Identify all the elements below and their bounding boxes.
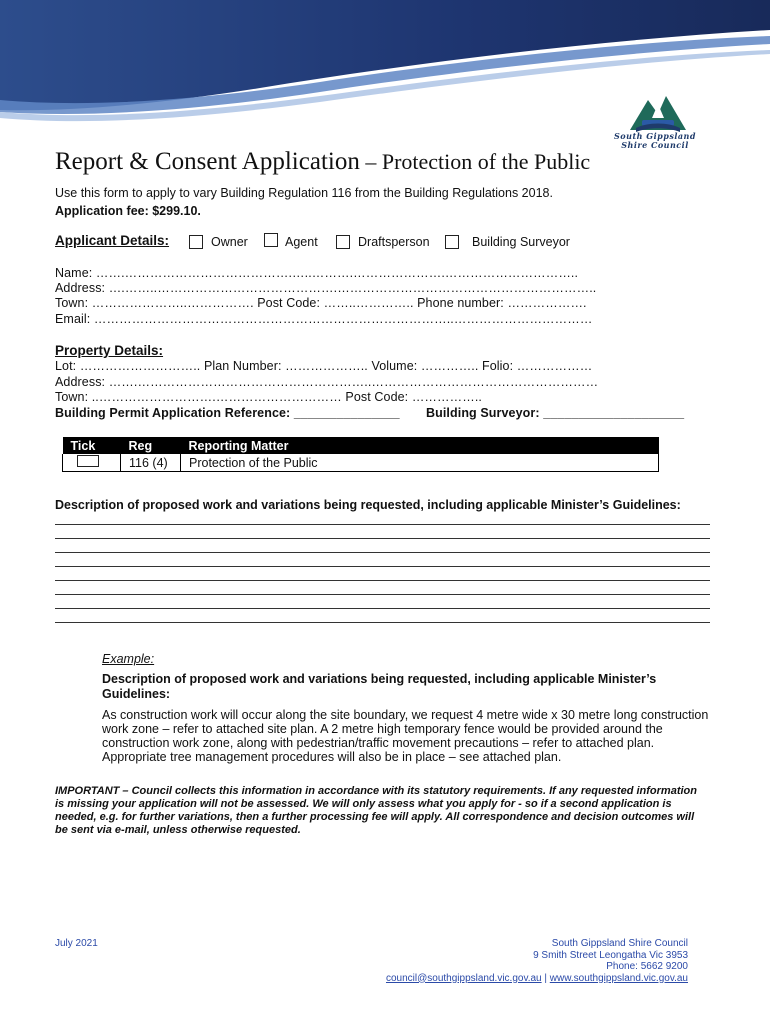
applicant-details-label: Applicant Details: [55,233,170,248]
description-line[interactable] [55,524,710,525]
lot-plan-volume-folio-field[interactable]: Lot: ……………………….. Plan Number: ……………….. Volume: ………….. Folio: ……………… [55,359,593,373]
reg-cell: 116 (4) [121,454,181,472]
draftsperson-option-label: Draftsperson [358,235,430,249]
building-permit-reference-field[interactable]: Building Permit Application Reference: _______________ [55,406,400,420]
example-label: Example: [102,652,155,666]
description-line[interactable] [55,622,710,623]
footer-website-link[interactable]: www.southgippsland.vic.gov.au [549,972,688,984]
draftsperson-checkbox[interactable] [336,235,350,249]
table-header-tick: Tick [63,437,121,454]
town-postcode-phone-field[interactable]: Town: …………………..……………. Post Code: ……..………….. Phone number: ………………. [55,296,587,310]
property-town-postcode-field[interactable]: Town: ..……………………….………………………… Post Code: …………….. [55,390,482,404]
footer-separator: | [541,972,550,984]
description-line[interactable] [55,566,710,567]
reporting-matter-cell: Protection of the Public [181,454,659,472]
table-header-reg: Reg [121,437,181,454]
building-surveyor-option-label: Building Surveyor [472,235,570,249]
title-main: Report & Consent Application [55,148,360,175]
table-row [63,454,659,472]
council-name-logo-text: South Gippsland Shire Council [614,131,696,150]
description-line[interactable] [55,580,710,581]
footer-org: South Gippsland Shire Council [551,938,688,949]
building-surveyor-field[interactable]: Building Surveyor: ____________________ [426,406,685,420]
title-sub: – Protection of the Public [359,149,591,174]
example-heading: Description of proposed work and variations being requested, including applicable Minister’s Guidelines: [102,672,657,701]
owner-checkbox[interactable] [189,235,203,249]
table-header-reporting-matter: Reporting Matter [181,437,659,454]
tick-checkbox[interactable] [77,455,99,467]
agent-option-label: Agent [285,235,318,249]
property-details-label: Property Details: [55,343,164,358]
intro-text: Use this form to apply to vary Building Regulation 116 from the Building Regulations 2018. [55,186,553,200]
footer-email-link[interactable]: council@southgippsland.vic.gov.au [385,972,542,984]
tick-cell [63,454,121,472]
example-body: As construction work will occur along the site boundary, we request 4 metre wide x 30 metre long construction work zone – refer to attached site plan. A 2 metre high temporary fence would be provided around the construction work zone, along with pedestrian/traffic movement precautions – refer to attached plan. Appropriate tree management procedures will also be in place – see attached plan. [102,708,709,764]
applicant-details-row [55,233,715,253]
owner-option-label: Owner [211,235,248,249]
footer-phone: Phone: 5662 9200 [606,961,688,972]
page-title [55,148,590,176]
footer-address: 9 Smith Street Leongatha Vic 3953 [533,949,688,961]
address-field[interactable]: Address: ….……..…………………………………….…………………………………………………….. [55,281,597,295]
description-line[interactable] [55,594,710,595]
description-heading: Description of proposed work and variations being requested, including applicable Minister’s Guidelines: [55,498,681,512]
property-address-field[interactable]: Address: …….………………………………………………..……………………………………………… [55,375,599,389]
footer-contact [386,938,688,984]
description-line[interactable] [55,538,710,539]
description-line[interactable] [55,552,710,553]
agent-checkbox[interactable] [264,233,278,247]
application-fee: Application fee: $299.10. [55,204,201,218]
important-notice: IMPORTANT – Council collects this information in accordance with its statutory requirements. If any requested information is missing your application will not be assessed. We will only assess what you apply for - so if a second application is needed, e.g. for further variations, then a further processing fee will apply. All correspondence and decision outcomes will be sent via e-mail, unless otherwise requested. [55,785,697,836]
description-line[interactable] [55,608,710,609]
footer-date: July 2021 [55,938,98,949]
name-field[interactable]: Name: …….………………………………….…..……….………………….………………………….. [55,266,579,280]
building-surveyor-checkbox[interactable] [445,235,459,249]
regulation-table [62,437,659,472]
email-field[interactable]: Email: …………………………………………………………………………..…………………………… [55,312,593,326]
